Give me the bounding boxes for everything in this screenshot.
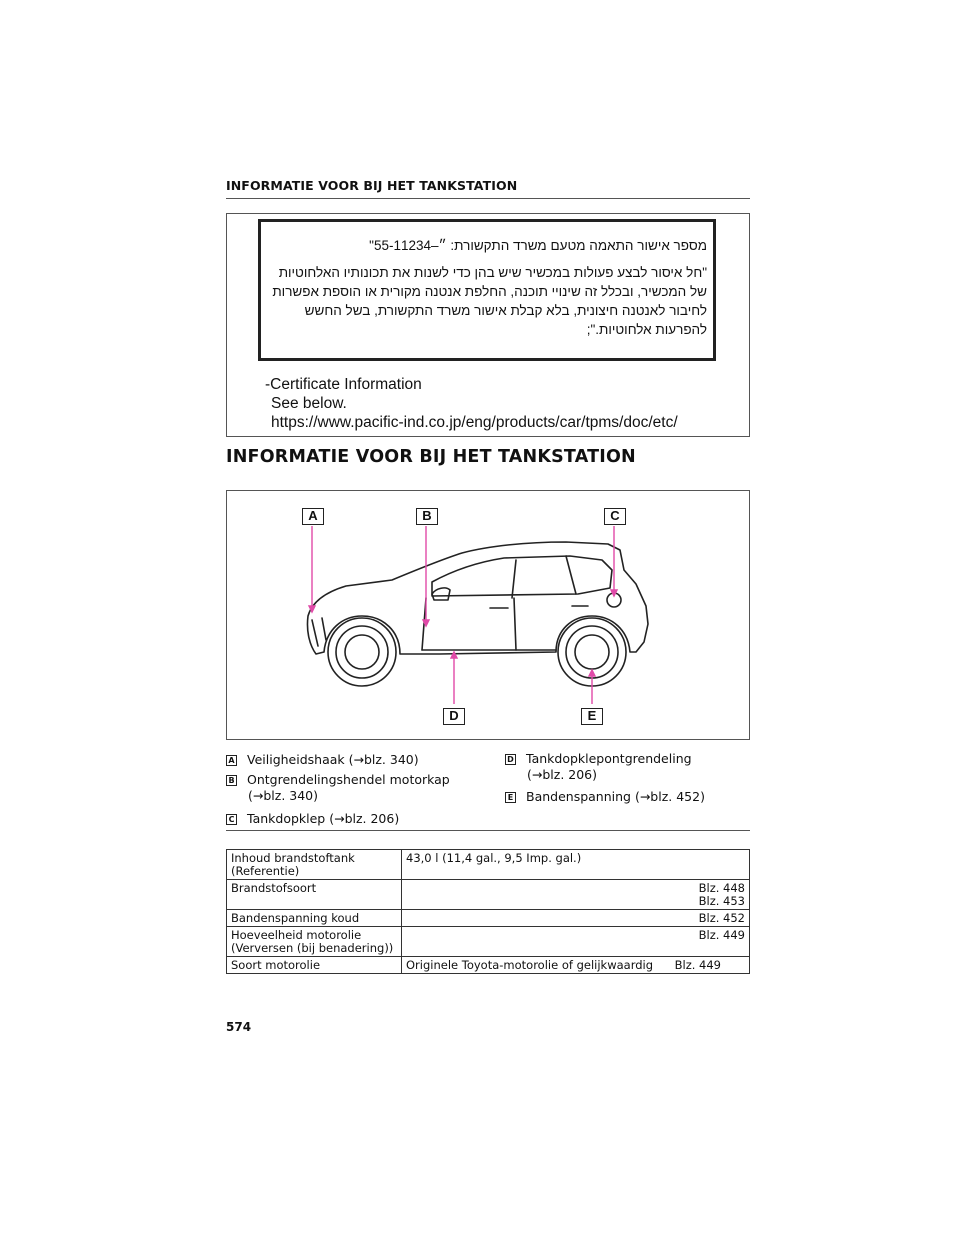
legend-text-e: Bandenspanning (→blz. 452) xyxy=(526,789,705,804)
certificate-info-url: https://www.pacific-ind.co.jp/eng/products/car/tpms/doc/etc/ xyxy=(271,414,678,431)
certificate-info xyxy=(265,375,678,432)
legend-text-d: Tankdopklepontgrendeling xyxy=(526,751,692,766)
hebrew-notice-box xyxy=(258,219,716,361)
car-rear-door xyxy=(514,598,516,650)
legend-item-a xyxy=(226,752,466,768)
legend-text-b: Ontgrendelingshendel motorkap xyxy=(247,772,450,787)
diagram-label-b: B xyxy=(416,508,438,525)
legend-text-d-cont: (→blz. 206) xyxy=(527,767,598,782)
page-number: 574 xyxy=(226,1020,252,1034)
table-cell-label: Brandstofsoort xyxy=(227,880,402,910)
car-c-pillar xyxy=(566,556,576,594)
table-cell-label: Bandenspanning koud xyxy=(227,910,402,927)
running-header: INFORMATIE VOOR BIJ HET TANKSTATION xyxy=(226,178,518,193)
callout-arrow-c xyxy=(611,590,617,596)
table-row xyxy=(227,880,750,910)
legend-key-e: E xyxy=(505,792,516,803)
legend-text-a: Veiligheidshaak (→blz. 340) xyxy=(247,752,419,767)
table-cell-label: Soort motorolie xyxy=(227,957,402,974)
diagram-label-c: C xyxy=(604,508,626,525)
legend-text-b-cont: (→blz. 340) xyxy=(248,788,319,803)
diagram-label-e: E xyxy=(581,708,603,725)
legend-key-d: D xyxy=(505,754,516,765)
certificate-info-heading: -Certificate Information xyxy=(265,376,422,393)
hebrew-line: מספר אישור התאמה מטעם משרד התקשורת: ״–55-11234" xyxy=(369,238,707,253)
vehicle-diagram xyxy=(226,490,750,740)
legend-key-b: B xyxy=(226,775,237,786)
legend-key-c: C xyxy=(226,814,237,825)
car-b-pillar xyxy=(512,560,516,598)
rear-wheel-hub xyxy=(575,635,609,669)
table-cell-value: Blz. 449 xyxy=(402,927,750,957)
hebrew-line: של המכשיר, ובכלל זה שינויי תוכנה, החלפת אנטנה מקורית או הוספת אפשרות xyxy=(272,284,707,299)
legend-item-b xyxy=(226,772,466,804)
hebrew-line: "חל איסור לבצע פעולות במכשיר שיש בהן כדי לשנות את תכונותיו האלחוטיות xyxy=(278,265,707,280)
diagram-label-a: A xyxy=(302,508,324,525)
table-row xyxy=(227,927,750,957)
legend-rule xyxy=(226,830,750,831)
section-title: INFORMATIE VOOR BIJ HET TANKSTATION xyxy=(226,447,636,467)
car-mirror xyxy=(432,588,450,600)
table-cell-value: Blz. 452 xyxy=(402,910,750,927)
table-cell-value: 43,0 l (11,4 gal., 9,5 Imp. gal.) xyxy=(402,850,750,880)
specs-table xyxy=(226,849,750,974)
table-cell-value: Originele Toyota-motorolie of gelijkwaardig Blz. 449 xyxy=(402,957,750,974)
table-row xyxy=(227,910,750,927)
legend-item-c xyxy=(226,811,466,827)
header-rule xyxy=(226,198,750,199)
diagram-label-d: D xyxy=(443,708,465,725)
legend-item-e xyxy=(505,789,750,805)
front-wheel-hub xyxy=(345,635,379,669)
legend-key-a: A xyxy=(226,755,237,766)
table-cell-value: Blz. 448 Blz. 453 xyxy=(402,880,750,910)
callout-arrow-d xyxy=(451,652,457,658)
hebrew-line: להפרעות אלחוטיות."; xyxy=(586,322,707,337)
table-cell-label: Hoeveelheid motorolie (Verversen (bij benadering)) xyxy=(227,927,402,957)
hebrew-line: לחיבור לאנטנה חיצונית, בלא קבלת אישור משרד התקשורת, בשל החשש xyxy=(304,303,707,318)
car-front-grille xyxy=(312,618,326,646)
certificate-info-note: See below. xyxy=(271,395,347,412)
table-row xyxy=(227,957,750,974)
legend-text-c: Tankdopklep (→blz. 206) xyxy=(247,811,400,826)
car-window-outline xyxy=(432,556,612,596)
table-row xyxy=(227,850,750,880)
legend-item-d xyxy=(505,751,750,783)
table-cell-label: Inhoud brandstoftank (Referentie) xyxy=(227,850,402,880)
